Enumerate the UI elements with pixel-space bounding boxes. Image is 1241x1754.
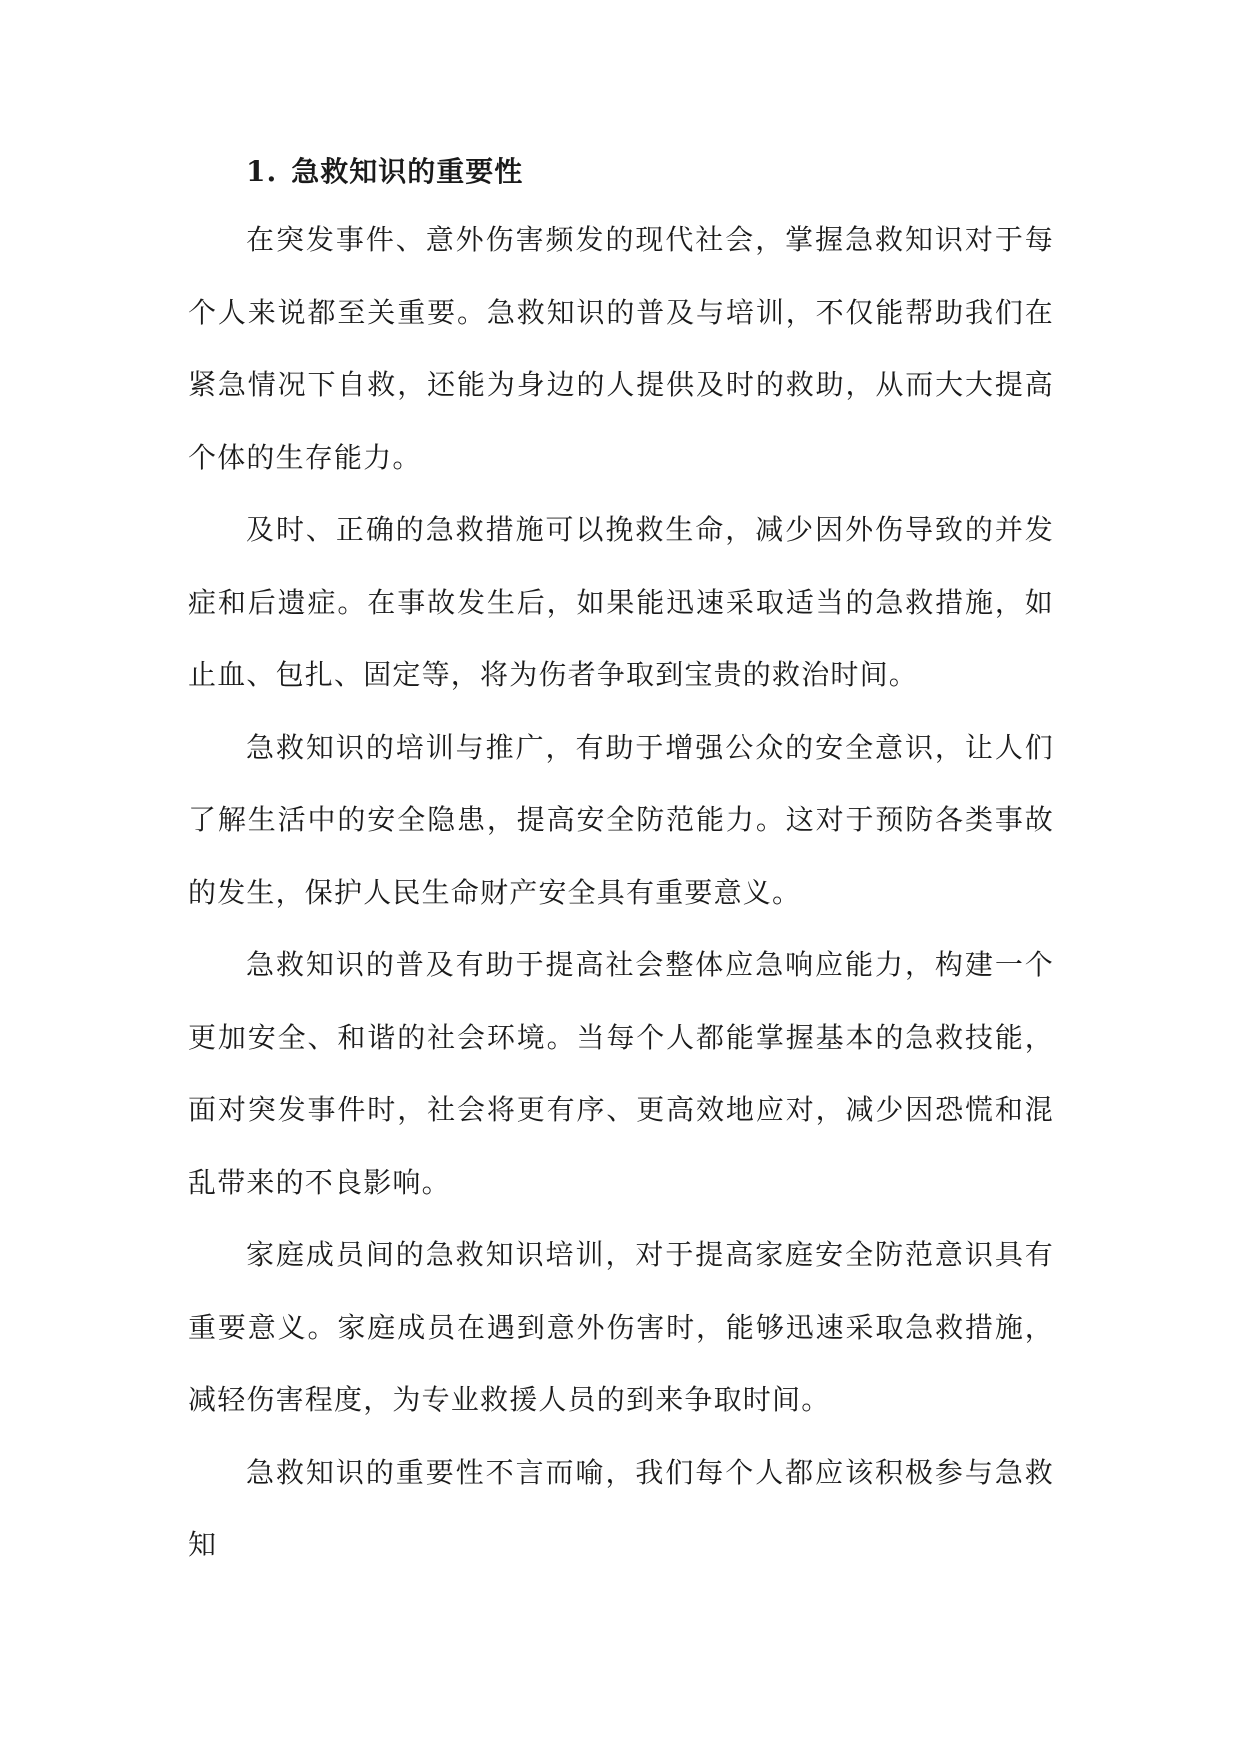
- paragraph-1: 在突发事件、意外伤害频发的现代社会，掌握急救知识对于每个人来说都至关重要。急救知识的普及与培训，不仅能帮助我们在紧急情况下自救，还能为身边的人提供及时的救助，从而大大提高个体的生存能力。: [188, 223, 1054, 474]
- section-number: 1.: [246, 155, 278, 188]
- paragraph-4: 急救知识的普及有助于提高社会整体应急响应能力，构建一个更加安全、和谐的社会环境。当每个人都能掌握基本的急救技能，面对突发事件时，社会将更有序、更高效地应对，减少因恐慌和混乱带来的不良影响。: [188, 948, 1054, 1199]
- document-body: [188, 140, 1054, 1582]
- paragraph-6: 急救知识的重要性不言而喻，我们每个人都应该积极参与急救知: [188, 1455, 1054, 1561]
- section-title: 急救知识的重要性: [291, 155, 524, 188]
- paragraph-2: 及时、正确的急救措施可以挽救生命，减少因外伤导致的并发症和后遗症。在事故发生后，如果能迅速采取适当的急救措施，如止血、包扎、固定等，将为伤者争取到宝贵的救治时间。: [188, 513, 1054, 691]
- paragraph-3: 急救知识的培训与推广，有助于增强公众的安全意识，让人们了解生活中的安全隐患，提高安全防范能力。这对于预防各类事故的发生，保护人民生命财产安全具有重要意义。: [188, 730, 1054, 909]
- paragraph-5: 家庭成员间的急救知识培训，对于提高家庭安全防范意识具有重要意义。家庭成员在遇到意外伤害时，能够迅速采取急救措施，减轻伤害程度，为专业救援人员的到来争取时间。: [188, 1238, 1054, 1416]
- section-heading: [188, 140, 1054, 204]
